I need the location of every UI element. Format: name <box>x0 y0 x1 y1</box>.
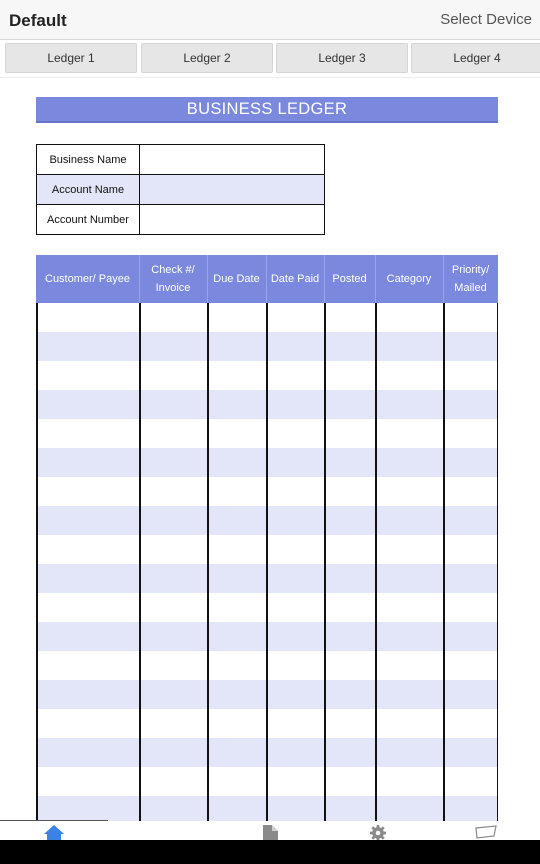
account-number-row <box>37 205 325 235</box>
business-name-label: Business Name <box>37 145 140 175</box>
header-divider <box>375 255 376 303</box>
home-icon[interactable] <box>43 824 65 840</box>
column-divider <box>443 303 445 821</box>
ledger-title-banner: BUSINESS LEDGER <box>36 97 498 123</box>
gear-icon[interactable] <box>368 824 388 840</box>
column-divider <box>207 303 209 821</box>
business-name-row <box>37 145 325 175</box>
column-header: Priority/ Mailed <box>451 264 490 294</box>
header-divider <box>207 255 208 303</box>
ledger-tabs <box>0 40 540 78</box>
column-header: Posted <box>332 273 367 285</box>
top-bar <box>0 0 540 40</box>
header-divider <box>324 255 325 303</box>
more-icon[interactable] <box>152 832 172 840</box>
header-divider <box>139 255 140 303</box>
document-icon[interactable] <box>261 824 279 840</box>
business-name-field[interactable] <box>140 145 325 175</box>
column-header: Customer/ Payee <box>45 273 130 285</box>
account-name-label: Account Name <box>37 175 140 205</box>
column-divider <box>139 303 141 821</box>
header-divider <box>266 255 267 303</box>
tab-bar-divider <box>0 820 108 821</box>
select-device-button[interactable]: Select Device <box>440 11 532 28</box>
tab-ledger-2[interactable]: Ledger 2 <box>141 43 273 73</box>
account-name-field[interactable] <box>140 175 325 205</box>
page-title: Default <box>9 11 67 30</box>
tab-ledger-4[interactable]: Ledger 4 <box>411 43 540 73</box>
column-divider <box>266 303 268 821</box>
system-bar <box>0 840 540 864</box>
column-divider <box>36 303 38 821</box>
ledger-header-row <box>36 255 498 303</box>
column-header: Date Paid <box>270 273 320 285</box>
flag-icon[interactable] <box>474 824 498 840</box>
account-name-row <box>37 175 325 205</box>
column-divider <box>375 303 377 821</box>
tab-ledger-1[interactable]: Ledger 1 <box>5 43 137 73</box>
bottom-tab-bar <box>0 822 540 840</box>
column-header: Check #/ Invoice <box>151 264 195 294</box>
column-divider <box>497 303 499 821</box>
column-header: Category <box>386 273 432 285</box>
tab-ledger-3[interactable]: Ledger 3 <box>276 43 408 73</box>
account-info-table <box>36 144 325 235</box>
account-number-label: Account Number <box>37 205 140 235</box>
account-number-field[interactable] <box>140 205 325 235</box>
column-header: Due Date <box>213 273 260 285</box>
ledger-grid <box>36 255 498 821</box>
header-divider <box>443 255 444 303</box>
column-divider <box>324 303 326 821</box>
